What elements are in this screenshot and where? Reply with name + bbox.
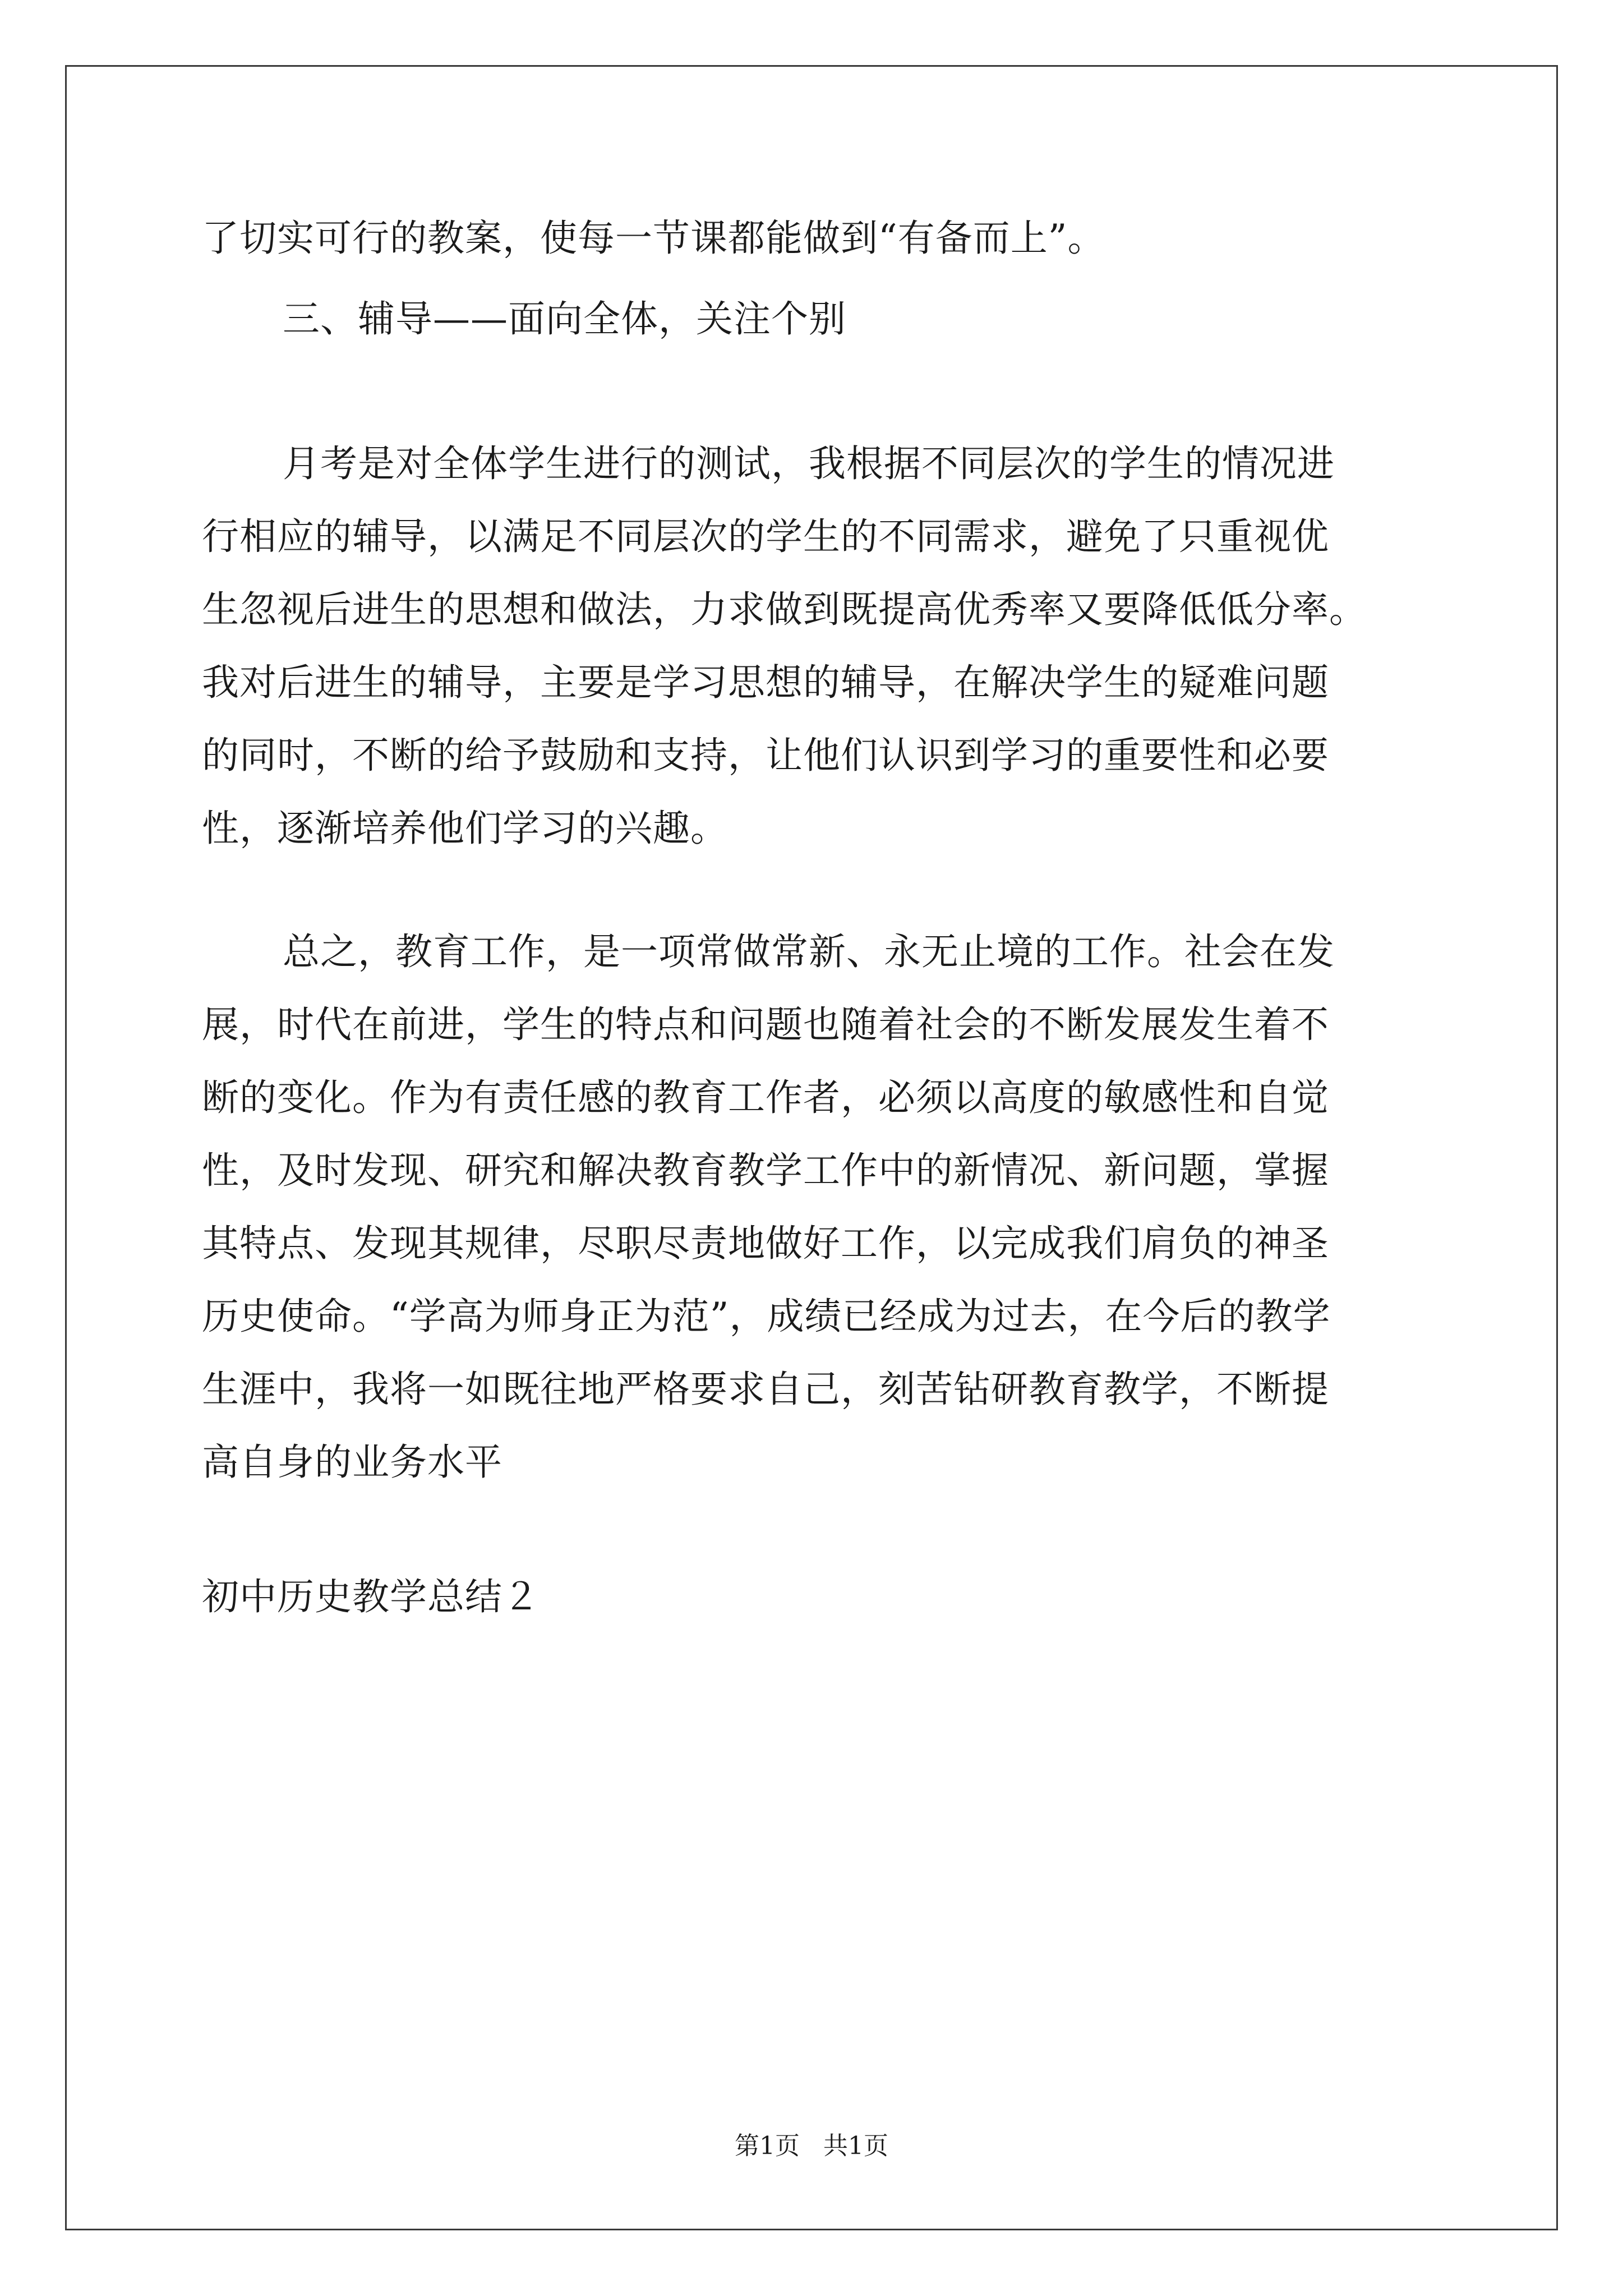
text-line: 历史使命。“学高为师身正为范”，成绩已经成为过去，在今后的教学 bbox=[202, 1295, 1331, 1338]
text-line: 我对后进生的辅导，主要是学习思想的辅导，在解决学生的疑难问题 bbox=[202, 661, 1329, 704]
document-title: 初中历史教学总结２ bbox=[202, 1575, 540, 1618]
text-line: 月考是对全体学生进行的测试，我根据不同层次的学生的情况进 bbox=[283, 442, 1335, 485]
text-line: 了切实可行的教案，使每一节课都能做到“有备而上”。 bbox=[202, 217, 1105, 260]
page-number-footer: 第1页 共1页 bbox=[735, 2132, 888, 2160]
page-border bbox=[65, 65, 1558, 2230]
text-line: 生涯中，我将一如既往地严格要求自己，刻苦钻研教育教学，不断提 bbox=[202, 1368, 1329, 1411]
text-line: 的同时，不断的给予鼓励和支持，让他们认识到学习的重要性和必要 bbox=[202, 734, 1329, 777]
text-line: 性，及时发现、研究和解决教育教学工作中的新情况、新问题，掌握 bbox=[202, 1149, 1329, 1192]
text-line: 其特点、发现其规律，尽职尽责地做好工作，以完成我们肩负的神圣 bbox=[202, 1222, 1329, 1265]
text-line: 性，逐渐培养他们学习的兴趣。 bbox=[202, 807, 728, 850]
text-line: 总之，教育工作，是一项常做常新、永无止境的工作。社会在发 bbox=[283, 930, 1335, 973]
text-line: 高自身的业务水平 bbox=[202, 1441, 502, 1484]
text-line: 展，时代在前进，学生的特点和问题也随着社会的不断发展发生着不 bbox=[202, 1003, 1329, 1046]
text-line: 生忽视后进生的思想和做法，力求做到既提高优秀率又要降低低分率。 bbox=[202, 588, 1367, 631]
text-line: 行相应的辅导，以满足不同层次的学生的不同需求，避免了只重视优 bbox=[202, 515, 1329, 558]
section-heading: 三、辅导——面向全体，关注个别 bbox=[283, 297, 846, 341]
text-line: 断的变化。作为有责任感的教育工作者，必须以高度的敏感性和自觉 bbox=[202, 1076, 1329, 1119]
